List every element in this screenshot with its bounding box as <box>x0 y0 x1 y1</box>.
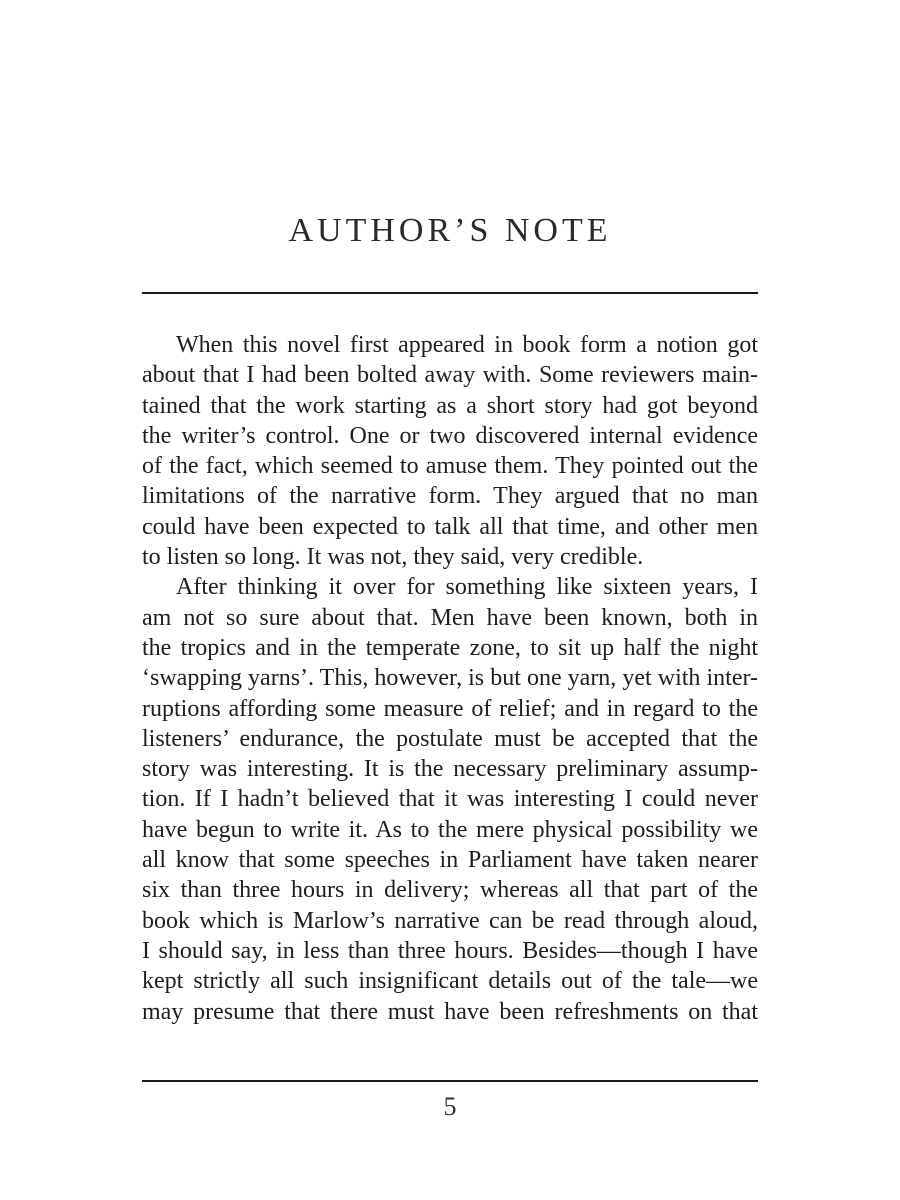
text-line: listeners’ endurance, the postulate must be accepted that the <box>142 725 758 752</box>
text-line: to listen so long. It was not, they said, very credible. <box>142 544 644 571</box>
text-line: story was interesting. It is the necessary preliminary assump- <box>142 756 758 783</box>
text-line: kept strictly all such insignificant details out of the tale—we <box>142 968 758 995</box>
text-line: book which is Marlow’s narrative can be read through aloud, <box>142 907 758 934</box>
text-line: am not so sure about that. Men have been known, both in <box>142 604 758 631</box>
top-rule <box>142 292 758 294</box>
paragraph <box>142 330 758 572</box>
text-line: about that I had been bolted away with. Some reviewers main- <box>142 362 758 389</box>
text-line: the writer’s control. One or two discovered internal evidence <box>142 422 758 449</box>
text-line: limitations of the narrative form. They argued that no man <box>142 483 758 510</box>
text-line: have begun to write it. As to the mere physical possibility we <box>142 816 758 843</box>
body-text <box>142 330 758 1027</box>
text-line: all know that some speeches in Parliament have taken nearer <box>142 847 758 874</box>
text-line: tion. If I hadn’t believed that it was interesting I could never <box>142 786 758 813</box>
page-title: AUTHOR’S NOTE <box>288 212 612 249</box>
page-number: 5 <box>443 1092 457 1121</box>
bottom-rule <box>142 1080 758 1082</box>
text-line: ‘swapping yarns’. This, however, is but one yarn, yet with inter- <box>142 665 758 692</box>
text-line: tained that the work starting as a short story had got beyond <box>142 392 758 419</box>
text-line: may presume that there must have been refreshments on that <box>142 998 758 1025</box>
text-line: After thinking it over for something like sixteen years, I <box>176 574 758 601</box>
text-line: six than three hours in delivery; whereas all that part of the <box>142 877 758 904</box>
paragraph <box>142 572 758 1026</box>
text-line: the tropics and in the temperate zone, to sit up half the night <box>142 634 758 661</box>
text-line: of the fact, which seemed to amuse them. They pointed out the <box>142 453 758 480</box>
text-line: could have been expected to talk all that time, and other men <box>142 513 758 540</box>
text-line: When this novel first appeared in book form a notion got <box>176 332 758 358</box>
text-line: I should say, in less than three hours. Besides—though I have <box>142 937 758 964</box>
text-line: ruptions affording some measure of relief; and in regard to the <box>142 695 758 722</box>
